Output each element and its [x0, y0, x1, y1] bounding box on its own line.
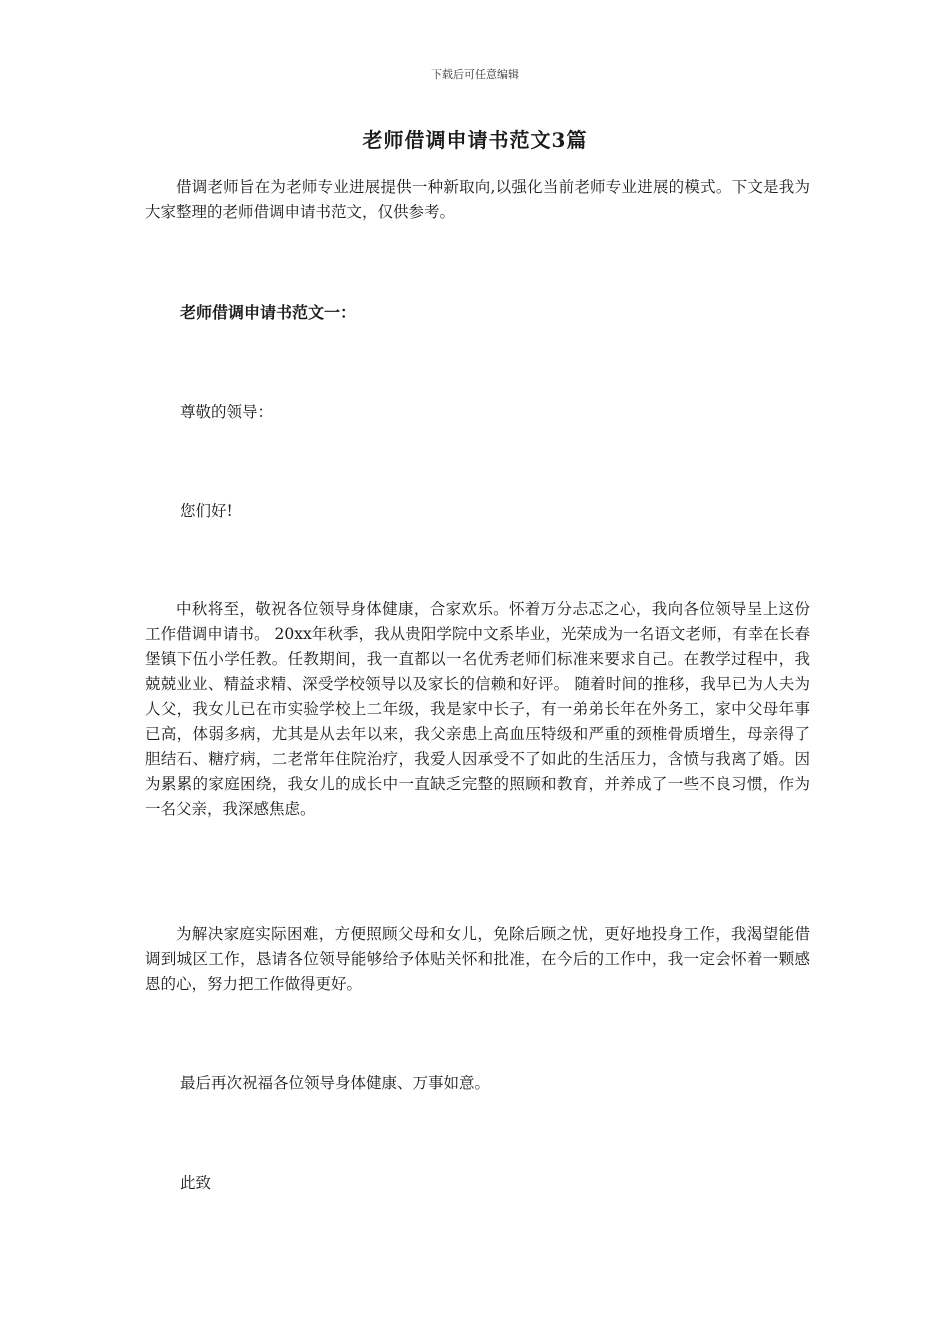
header-note: 下载后可任意编辑	[431, 68, 519, 81]
salutation: 尊敬的领导：	[180, 403, 274, 421]
greeting: 您们好!	[180, 502, 233, 520]
intro-paragraph: 借调老师旨在为老师专业进展提供一种新取向,以强化当前老师专业进展的模式。下文是我为大家整理的老师借调申请书范文，仅供参考。	[145, 178, 810, 221]
section-heading: 老师借调申请书范文一：	[180, 303, 357, 322]
document-title: 老师借调申请书范文3篇	[362, 128, 588, 152]
closing-wish: 最后再次祝福各位领导身体健康、万事如意。	[180, 1074, 491, 1092]
body-paragraph-2: 为解决家庭实际困难，方便照顾父母和女儿，免除后顾之忧，更好地投身工作，我渴望能借调到城区工作，恳请各位领导能够给予体贴关怀和批准，在今后的工作中，我一定会怀着一颗感恩的心，努力把工作做得更好。	[145, 925, 810, 993]
body-paragraph-1: 中秋将至，敬祝各位领导身体健康，合家欢乐。怀着万分忐忑之心，我向各位领导呈上这份工作借调申请书。 20xx年秋季，我从贵阳学院中文系毕业，光荣成为一名语文老师，有幸在长春堡镇下伍小学任教。任教期间，我一直都以一名优秀老师们标准来要求自己。在教学过程中，我兢兢业业、精益求精、深受学校领导以及家长的信赖和好评。 随着时间的推移，我早已为人夫为人父，我女儿已在市实验学校上二年级，我是家中长子，有一弟弟长年在外务工，家中父母年事已高，体弱多病，尤其是从去年以来，我父亲患上高血压特级和严重的颈椎骨质增生，母亲得了胆结石、糖疗病，二老常年住院治疗，我爱人因承受不了如此的生活压力，含愤与我离了婚。因为累累的家庭困绕，我女儿的成长中一直缺乏完整的照顾和教育，并养成了一些不良习惯，作为一名父亲，我深感焦虑。	[145, 600, 810, 818]
closing-salutation: 此致	[180, 1174, 212, 1192]
